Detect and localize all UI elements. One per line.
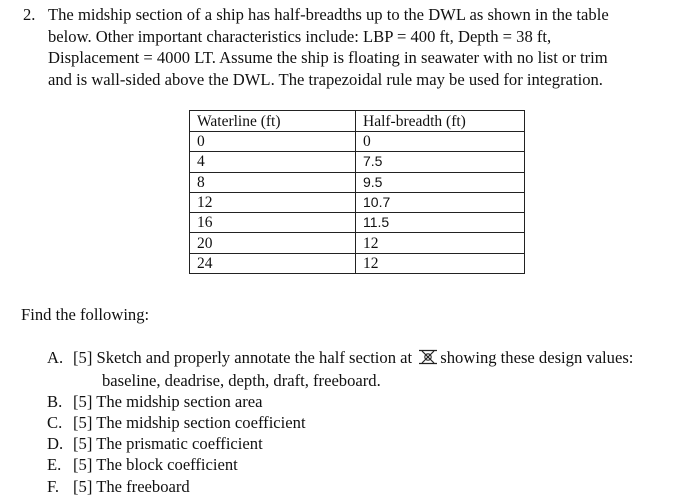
question-parts	[47, 347, 697, 497]
part-text: [5] The prismatic coefficient	[73, 434, 263, 454]
part-letter: B.	[47, 392, 63, 412]
table-row	[190, 172, 525, 192]
table-row	[190, 233, 525, 253]
waterline-cell: 24	[190, 253, 356, 273]
waterline-cell: 12	[190, 192, 356, 212]
part-e	[47, 454, 697, 475]
table-row	[190, 253, 525, 273]
part-text: [5] The midship section area	[73, 392, 263, 412]
table-row	[190, 132, 525, 152]
problem-line: below. Other important characteristics include: LBP = 400 ft, Depth = 38 ft,	[48, 26, 552, 46]
find-heading: Find the following:	[21, 305, 150, 324]
waterline-cell: 8	[190, 172, 356, 192]
half-breadth-header: Half-breadth (ft)	[356, 111, 525, 132]
part-letter: F.	[47, 476, 60, 496]
part-text-continued: showing these design values:	[440, 348, 634, 367]
part-letter: A.	[47, 348, 64, 367]
half-breadth-cell: 7.5	[356, 152, 525, 172]
waterline-cell: 20	[190, 233, 356, 253]
table-header-row	[190, 111, 525, 132]
table-row	[190, 213, 525, 233]
part-text: [5] The freeboard	[73, 476, 190, 496]
part-text: [5] The block coefficient	[73, 455, 238, 475]
waterline-cell: 16	[190, 213, 356, 233]
part-continuation: baseline, deadrise, depth, draft, freeboard.	[102, 371, 381, 391]
problem-line: and is wall-sided above the DWL. The trapezoidal rule may be used for integration.	[48, 69, 603, 89]
problem-line: Displacement = 4000 LT. Assume the ship is floating in seawater with no list or trim	[48, 48, 608, 67]
part-letter: E.	[47, 455, 62, 475]
part-a	[47, 347, 697, 391]
table-row	[190, 152, 525, 172]
half-breadth-cell: 11.5	[356, 213, 525, 233]
part-f	[47, 476, 697, 497]
waterline-cell: 4	[190, 152, 356, 172]
half-breadth-cell: 12	[356, 253, 525, 273]
part-b	[47, 391, 697, 412]
part-letter: D.	[47, 434, 64, 454]
problem-line: The midship section of a ship has half-breadths up to the DWL as shown in the table	[48, 5, 609, 24]
part-d	[47, 433, 697, 454]
half-breadth-cell: 10.7	[356, 192, 525, 212]
half-breadth-cell: 9.5	[356, 172, 525, 192]
half-breadth-cell: 12	[356, 233, 525, 253]
part-letter: C.	[47, 413, 63, 433]
part-text: [5] The midship section coefficient	[73, 413, 306, 433]
waterline-header: Waterline (ft)	[190, 111, 356, 132]
problem-number: 2.	[23, 5, 36, 24]
part-text: [5] Sketch and properly annotate the half section at	[73, 348, 413, 367]
table-row	[190, 192, 525, 212]
waterline-cell: 0	[190, 132, 356, 152]
part-c	[47, 412, 697, 433]
amidships-symbol-icon	[418, 349, 438, 370]
problem-text	[48, 4, 698, 90]
half-breadth-table	[189, 110, 525, 274]
half-breadth-cell: 0	[356, 132, 525, 152]
